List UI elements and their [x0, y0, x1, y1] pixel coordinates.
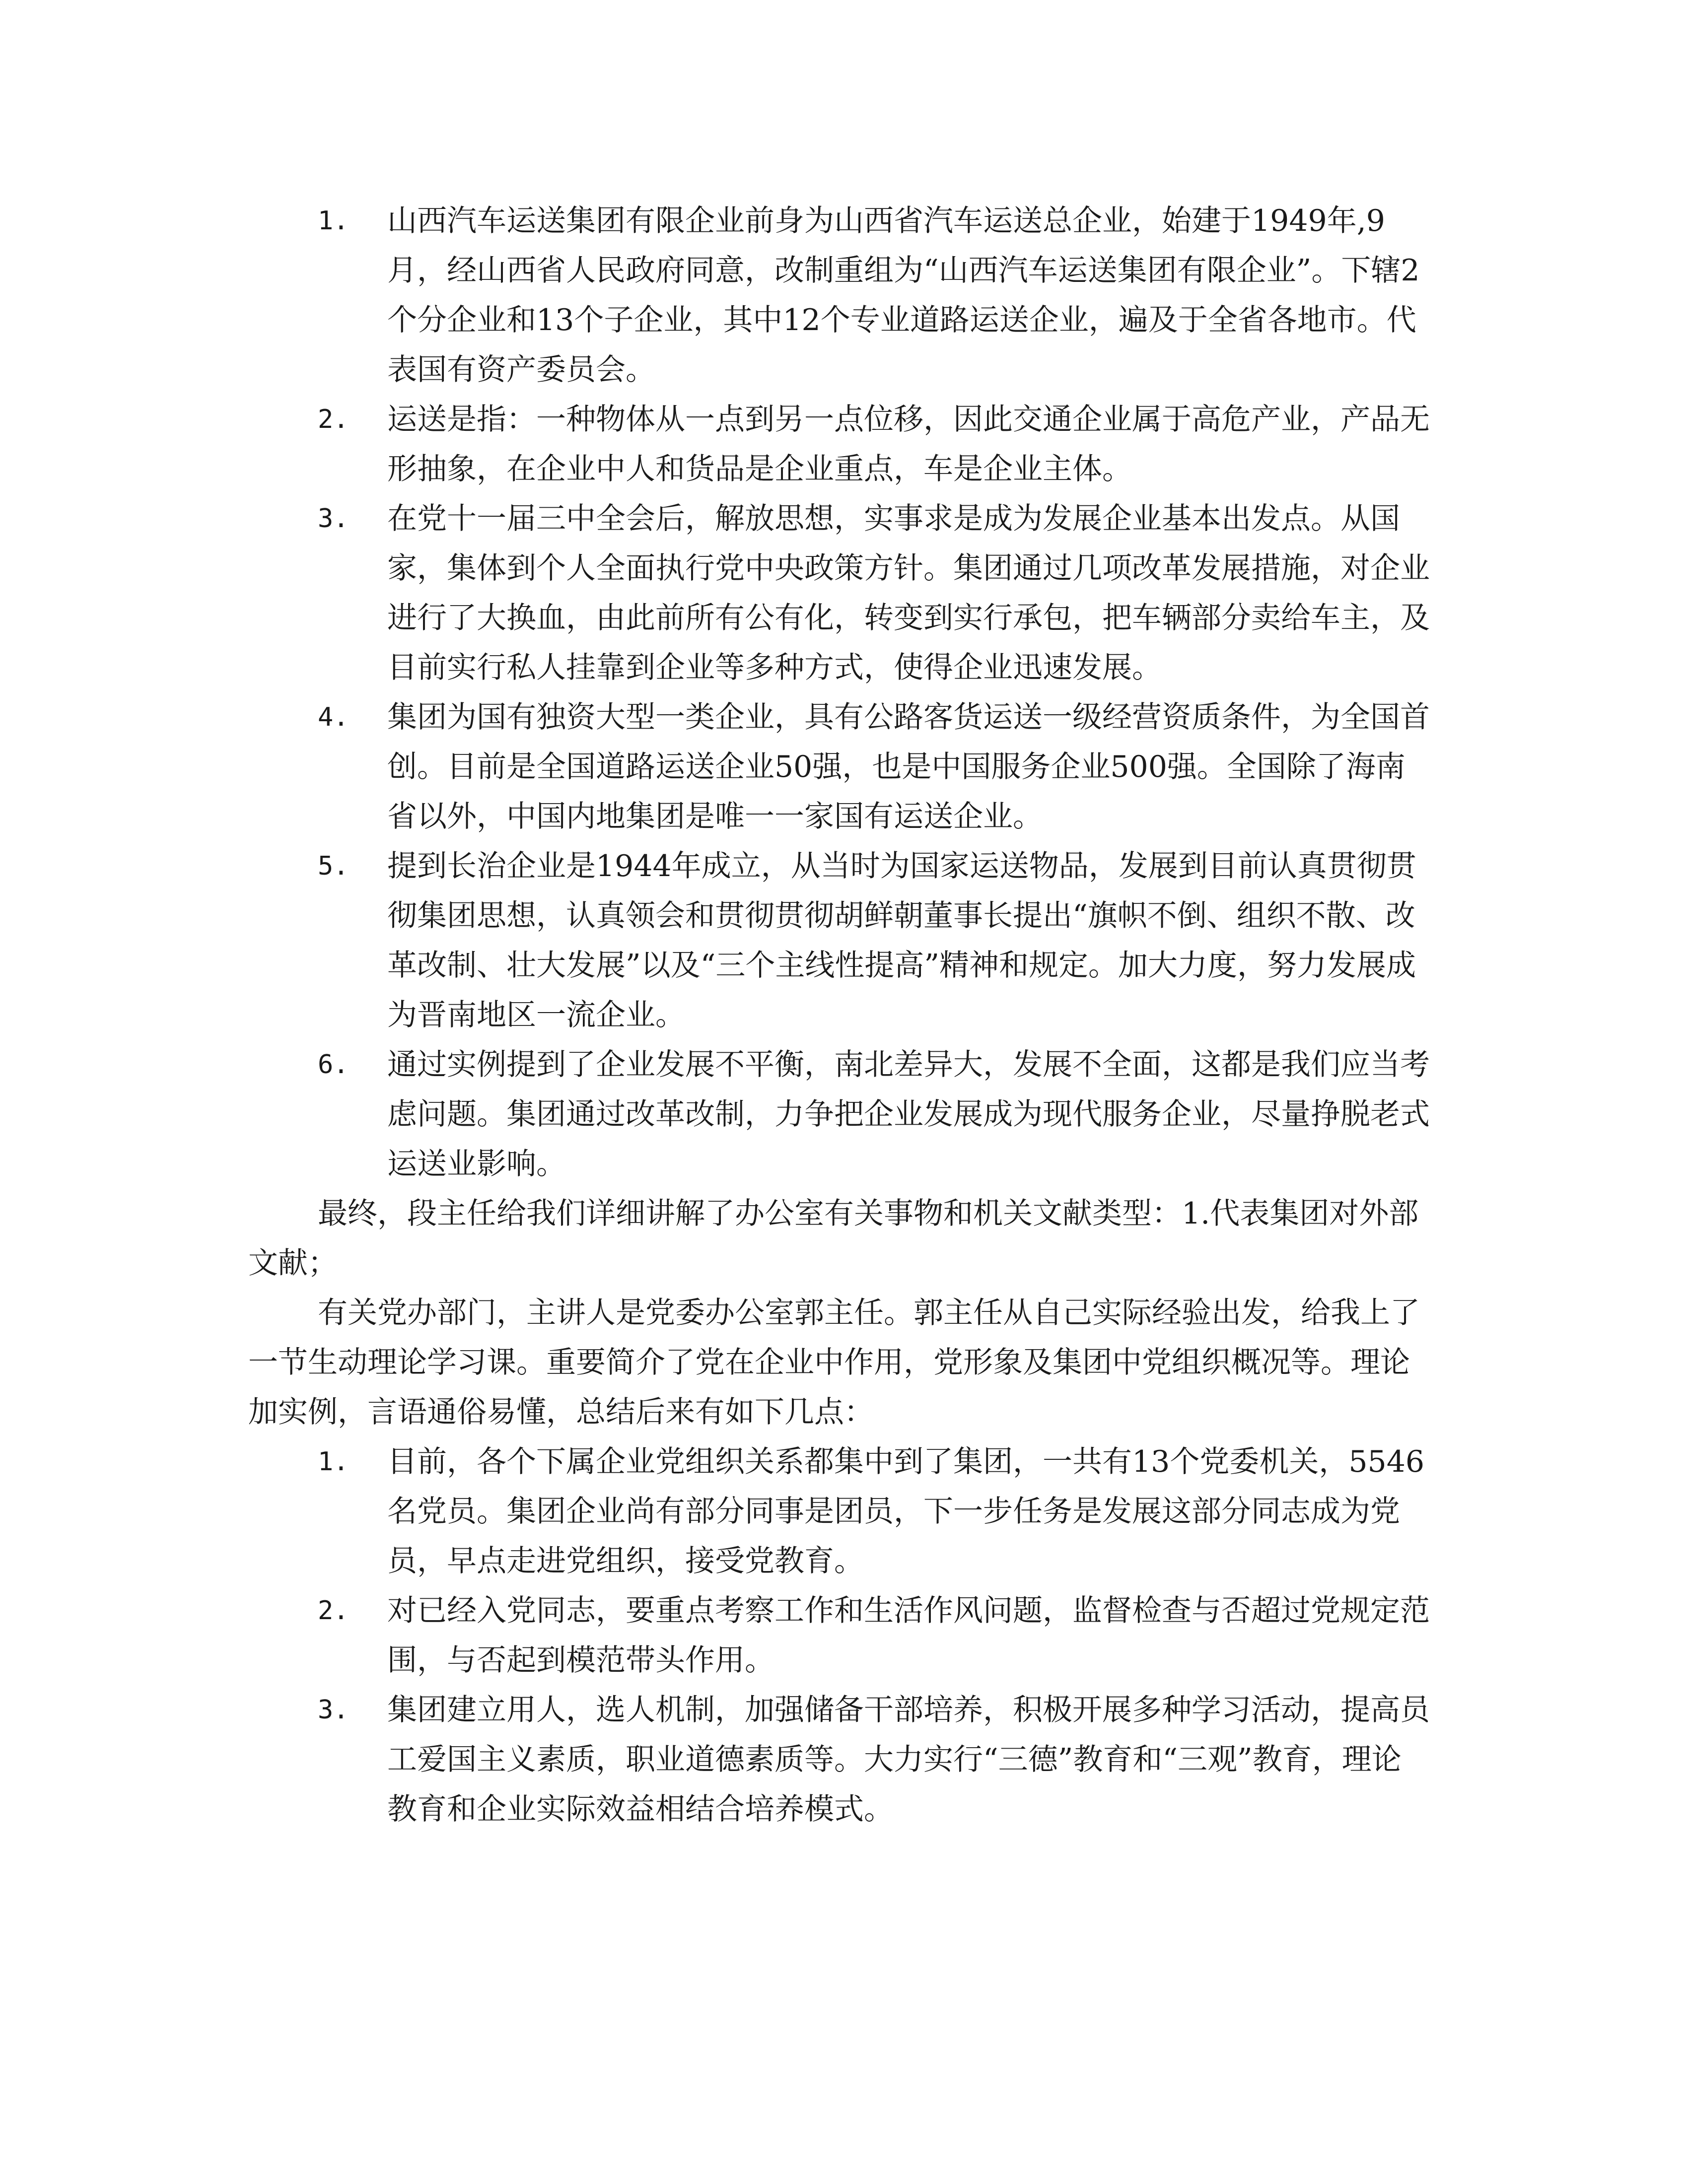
list-item-number: 2.	[318, 1596, 349, 1626]
party-office-paragraph: 有关党办部门，主讲人是党委办公室郭主任。郭主任从自己实际经验出发，给我上了一节生动理论学习课。重要简介了党在企业中作用，党形象及集团中党组织概况等。理论加实例，言语通俗易懂，总结后来有如下几点：	[248, 1296, 1420, 1430]
list-item-number: 3.	[318, 1695, 349, 1725]
list-item	[318, 1040, 1430, 1189]
list-item-text: 山西汽车运送集团有限企业前身为山西省汽车运送总企业，始建于1949年,9月，经山西省人民政府同意，改制重组为“山西汽车运送集团有限企业”。下辖2个分企业和13个子企业，其中12个专业道路运送企业，遍及于全省各地市。代表国有资产委员会。	[387, 204, 1420, 387]
list-item-text: 集团建立用人，选人机制，加强储备干部培养，积极开展多种学习活动，提高员工爱国主义素质，职业道德素质等。大力实行“三德”教育和“三观”教育，理论教育和企业实际效益相结合培养模式。	[387, 1693, 1430, 1827]
list-item-text: 运送是指：一种物体从一点到另一点位移，因此交通企业属于高危产业，产品无形抽象，在企业中人和货品是企业重点，车是企业主体。	[387, 402, 1430, 486]
list-item-number: 1.	[318, 206, 349, 236]
list-item-text: 目前，各个下属企业党组织关系都集中到了集团，一共有13个党委机关，5546名党员。集团企业尚有部分同事是团员，下一步任务是发展这部分同志成为党员，早点走进党组织，接受党教育。	[387, 1444, 1425, 1578]
list-item	[318, 196, 1430, 395]
list-item-number: 3.	[318, 504, 349, 534]
list-item-text: 集团为国有独资大型一类企业，具有公路客货运送一级经营资质条件，为全国首创。目前是全国道路运送企业50强，也是中国服务企业500强。全国除了海南省以外，中国内地集团是唯一一家国有运送企业。	[387, 700, 1430, 834]
company-overview-list	[248, 196, 1430, 1189]
list-item-number: 4.	[318, 702, 349, 732]
list-item-text: 通过实例提到了企业发展不平衡，南北差异大，发展不全面，这都是我们应当考虑问题。集团通过改革改制，力争把企业发展成为现代服务企业，尽量挣脱老式运送业影响。	[387, 1047, 1430, 1181]
list-item	[318, 1586, 1430, 1685]
list-item	[318, 1685, 1430, 1834]
list-item	[318, 1437, 1430, 1586]
list-item-number: 5.	[318, 851, 349, 881]
document-body	[248, 196, 1430, 1834]
list-item	[318, 494, 1430, 692]
list-item-number: 1.	[318, 1447, 349, 1477]
list-item-text: 在党十一届三中全会后，解放思想，实事求是成为发展企业基本出发点。从国家，集体到个人全面执行党中央政策方针。集团通过几项改革发展措施，对企业进行了大换血，由此前所有公有化，转变到实行承包，把车辆部分卖给车主，及目前实行私人挂靠到企业等多种方式，使得企业迅速发展。	[387, 501, 1430, 685]
list-item	[318, 692, 1430, 841]
list-item-text: 对已经入党同志，要重点考察工作和生活作风问题，监督检查与否超过党规定范围，与否起到模范带头作用。	[387, 1593, 1430, 1678]
party-points-list	[248, 1437, 1430, 1834]
list-item-text: 提到长治企业是1944年成立，从当时为国家运送物品，发展到目前认真贯彻贯彻集团思想，认真领会和贯彻贯彻胡鲜朝董事长提出“旗帜不倒、组织不散、改革改制、壮大发展”以及“三个主线性提高”精神和规定。加大力度，努力发展成为晋南地区一流企业。	[387, 849, 1416, 1032]
list-item	[318, 395, 1430, 494]
list-item-number: 2.	[318, 405, 349, 434]
office-summary-paragraph: 最终，段主任给我们详细讲解了办公室有关事物和机关文献类型：1.代表集团对外部文献；	[248, 1196, 1419, 1281]
list-item	[318, 841, 1430, 1040]
list-item-number: 6.	[318, 1050, 349, 1080]
